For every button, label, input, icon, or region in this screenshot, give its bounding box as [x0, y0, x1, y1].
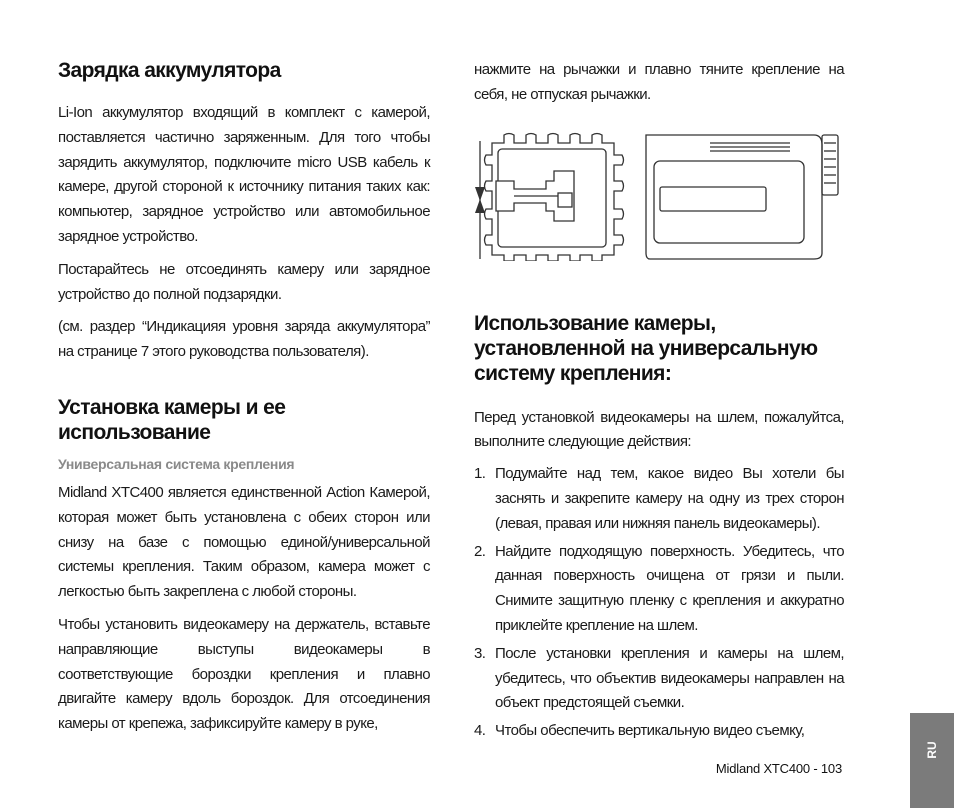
section-subtitle-mount: Универсальная система крепления [58, 455, 295, 472]
charging-paragraph-3: (см. раздер “Индикацияя уровня заряда аккумулятора” на странице 7 этого руководства пользователя). [58, 318, 430, 361]
language-tab [910, 713, 954, 808]
steps-list [474, 462, 844, 744]
section-title-charging: Зарядка аккумулятора [58, 59, 281, 82]
charging-paragraph-2: Постарайтесь не отсоединять камеру или зарядное устройство до полной подзарядки. [58, 260, 430, 303]
page-footer: Midland XTC400 - 103 [715, 761, 842, 776]
charging-paragraph-1: Li-Ion аккумулятор входящий в комплект с камерой, поставляется частично заряженным. Для того чтобы зарядить аккумулятор, подключите micro USB кабель к камере, другой стороной к источнику питания таких как: компьютер, зарядное устройство или автомобильное зарядное устройство. [58, 104, 430, 245]
usage-intro: Перед установкой видеокамеры на шлем, пожалуйтса, выполните следующие действия: [474, 408, 844, 451]
language-tab-label: RU [925, 741, 939, 759]
slide-arrows-icon [475, 141, 485, 259]
left-column [58, 58, 430, 737]
installation-paragraph-2: Чтобы установить видеокамеру на держатель, вставьте направляющие выступы видеокамеры в соответствующие бороздки крепления и плавно двигайте камеру вдоль бороздок. Для отсоединения камеры от крепежа, зафиксируйте камеру в руке, [58, 615, 430, 733]
section-title-installation: Установка камеры и ее использование [58, 395, 286, 444]
continuation-paragraph: нажмите на рычажки и плавно тяните крепление на себя, не отпуская рычажки. [474, 61, 844, 103]
camera-body-icon [646, 135, 838, 259]
installation-paragraph-1: Midland XTC400 является единственной Action Камерой, которая может быть установлена с обеих сторон или снизу на базе с помощью единой/универсальной системы крепления. Таким образом, камера может с легкостью быть закреплена с любой стороны. [58, 483, 430, 601]
list-item: 3. После установки крепления и камеры на шлем, убедитесь, что объектив видеокамеры направлен на объект предстоящей съемки. [474, 644, 844, 712]
mount-plate-icon [485, 134, 624, 262]
list-item: 2. Найдите подходящую поверхность. Убедитесь, что данная поверхность очищена от грязи и пыли. Снимите защитную пленку с крепления и аккуратно приклейте крепление на шлем. [474, 542, 844, 634]
mount-illustration [474, 131, 844, 261]
list-item: 4. Чтобы обеспечить вертикальную видео съемку, [474, 722, 805, 740]
list-item: 1. Подумайте над тем, какое видео Вы хотели бы заснять и закрепите камеру на одну из трех сторон (левая, правая или нижняя панель видеокамеры). [474, 465, 844, 532]
section-title-usage: Использование камеры, установленной на универсальную систему крепления: [474, 311, 818, 385]
